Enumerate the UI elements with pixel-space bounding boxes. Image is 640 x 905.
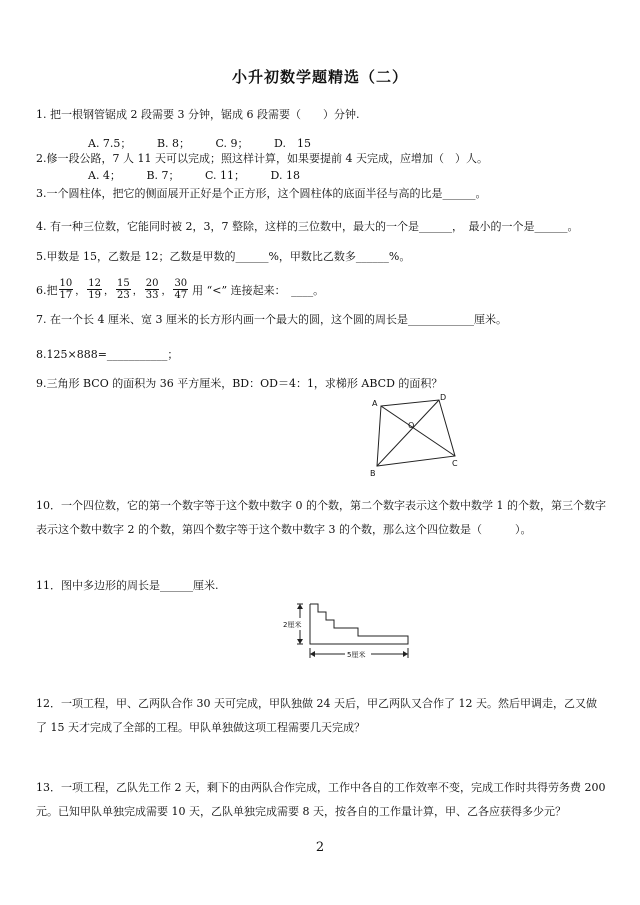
question-13: 13．一项工程，乙队先工作 2 天，剩下的由两队合作完成，工作中各自的工作效率不变，完成工作时共得劳务费 200 元。已知甲队单独完成需要 10 天，乙队单独完成需要 8 天，按各自的工作量计算，甲、乙各应获得多少元？	[36, 781, 606, 818]
fraction-3: $\frac{15}{23}$	[116, 278, 130, 301]
fraction-2: $\frac{12}{19}$	[88, 278, 101, 301]
width-label: 5厘米	[347, 651, 366, 659]
question-11: 11．图中多边形的周长是______厘米.	[36, 579, 219, 592]
option-d: D. 18	[270, 169, 300, 182]
question-12: 12．一项工程，甲、乙两队合作 30 天可完成，甲队独做 24 天后，甲乙两队又合作了 12 天。然后甲调走，乙又做了 15 天才完成了全部的工程。甲队单独做这项工程需要几天完成？	[36, 697, 597, 734]
question-8: 8.125×888=___________；	[36, 348, 179, 361]
fraction-4: $\frac{20}{33}$	[145, 278, 159, 301]
question-2: 2.修一段公路，7 人 11 天可以完成；照这样计算，如果要提前 4 天完成，应增加（ ）人。	[36, 152, 488, 165]
question-6: 6.把 $\frac{10}{17}$ ， $\frac{12}{19}$ ， $\frac{15}{23}$ ， $\frac{20}{33}$ ， $\frac{30}{47}$ 用 “<” 连接起来： ____。	[36, 278, 325, 301]
question-2-options	[88, 167, 322, 183]
question-1-options	[88, 135, 333, 151]
option-a: A. 4；	[88, 169, 121, 182]
question-3: 3.一个圆柱体，把它的侧面展开正好是个正方形，这个圆柱体的底面半径与高的比是______。	[36, 187, 487, 200]
option-c: C. 11；	[205, 169, 246, 182]
option-d: D. 15	[274, 137, 311, 150]
fraction-5: $\frac{30}{47}$	[174, 278, 188, 301]
question-5: 5.甲数是 15，乙数是 12；乙数是甲数的______%，甲数比乙数多______%。	[36, 250, 411, 263]
trapezoid-abcd-diagram	[368, 392, 468, 480]
option-a: A. 7.5；	[88, 137, 132, 150]
option-b: B. 8；	[156, 137, 191, 150]
vertex-c-label: C	[452, 459, 458, 468]
question-7: 7. 在一个长 4 厘米、宽 3 厘米的长方形内画一个最大的圆，这个圆的周长是____________厘米。	[36, 313, 507, 326]
question-4: 4. 有一种三位数，它能同时被 2，3，7 整除，这样的三位数中，最大的一个是______， 最小的一个是______。	[36, 220, 579, 233]
page-number: 2	[315, 840, 325, 855]
height-label: 2厘米	[283, 621, 302, 629]
question-10: 10．一个四位数，它的第一个数字等于这个数中数字 0 的个数，第二个数字表示这个数中数学 1 的个数，第三个数字表示这个数中数字 2 的个数，第四个数字等于这个数中数字 3 的个数，那么这个四位数是（ ）。	[36, 499, 606, 536]
vertex-a-label: A	[372, 399, 378, 408]
vertex-d-label: D	[440, 393, 447, 402]
page-title: 小升初数学题精选（二）	[231, 68, 408, 86]
question-9: 9.三角形 BCO 的面积为 36 平方厘米，BD：OD＝4：1，求梯形 ABCD 的面积？	[36, 377, 443, 390]
vertex-b-label: B	[370, 469, 376, 478]
question-1: 1. 把一根钢管锯成 2 段需要 3 分钟，锯成 6 段需要（ ）分钟.	[36, 108, 360, 121]
option-b: B. 7；	[146, 169, 180, 182]
polygon-perimeter-diagram	[278, 598, 418, 662]
point-o-label: O	[408, 421, 415, 430]
question-6-suffix: 用 “<” 连接起来： ____。	[192, 283, 325, 297]
fraction-1: $\frac{10}{17}$	[59, 278, 73, 301]
option-c: C. 9；	[215, 137, 249, 150]
question-6-prefix: 6.把	[36, 283, 58, 297]
